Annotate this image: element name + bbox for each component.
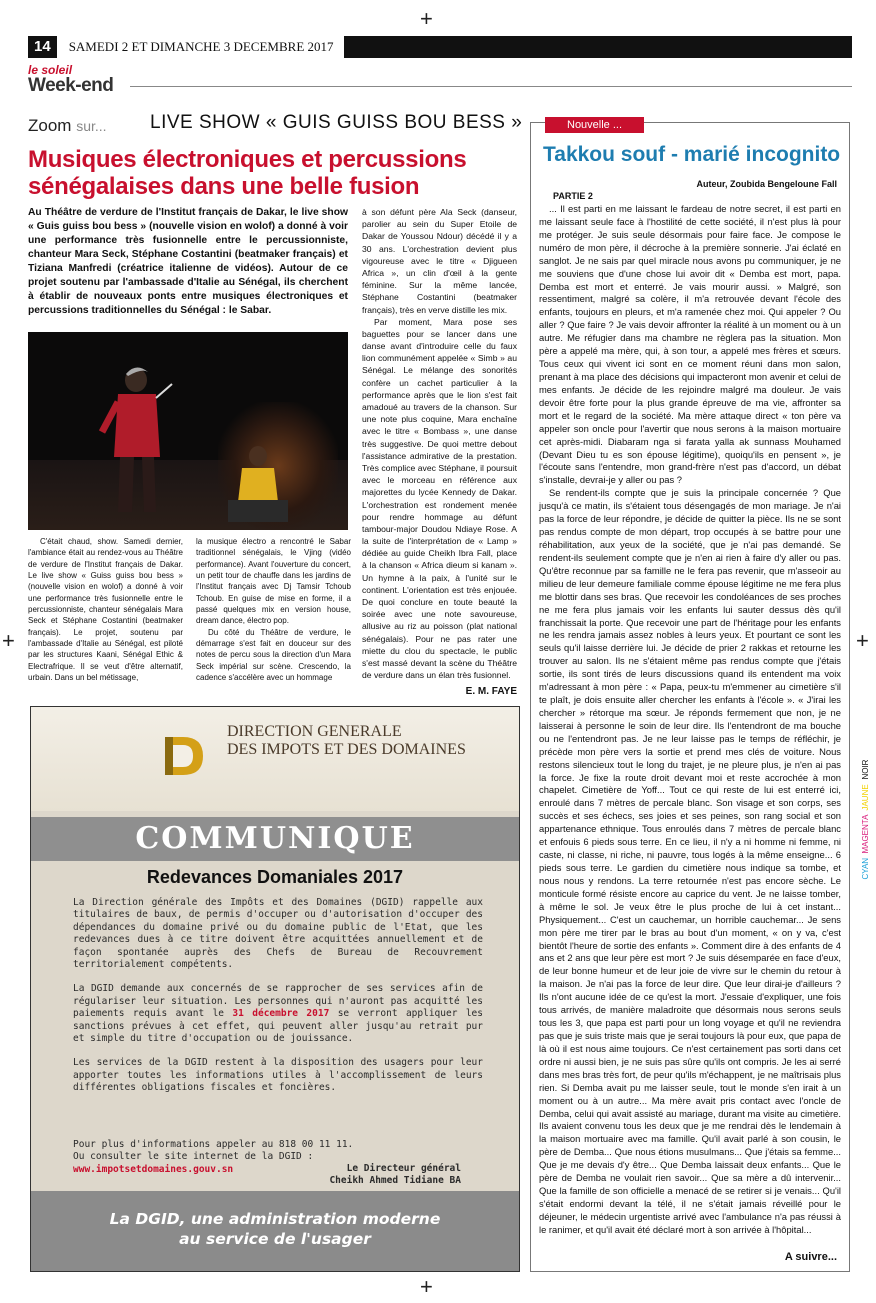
slogan-line2: au service de l'usager xyxy=(179,1230,371,1248)
color-magenta: MAGENTA xyxy=(861,814,870,854)
article-headline: Musiques électroniques et percussions sénégalaises dans une belle fusion xyxy=(28,146,467,200)
slogan-line1: La DGID, une administration moderne xyxy=(109,1210,441,1228)
section-kicker xyxy=(28,116,107,136)
page-number: 14 xyxy=(28,36,57,58)
ad-body xyxy=(73,897,483,1107)
concert-photo xyxy=(28,332,348,530)
article-paragraph: Du côté du Théâtre de verdure, le démarrage s'est fait en douceur sur des notes de percu sous la direction d'un Mara Seck impérial sur scène. Crescendo, la cadence s'accélère avec un hommage xyxy=(196,627,351,682)
ad-paragraph: La Direction générale des Impôts et des Domaines (DGID) rappelle aux titulaires de baux, de permis d'occuper ou d'autorisation d'occuper des dépendances du domaine privé ou du domaine public de l'Etat, que les redevances dues à ce titre doivent être acquittées annuellement et de façon spontanée auprès des Chefs de Bureau de Recouvrement territorialement compétents. xyxy=(73,897,483,971)
ad-website-label: Ou consulter le site internet de la DGID : xyxy=(73,1151,314,1163)
color-black: NOIR xyxy=(861,760,870,780)
newspaper-logo xyxy=(28,64,123,96)
registration-mark-bottom: + xyxy=(420,1274,433,1299)
ad-slogan xyxy=(31,1191,519,1271)
story-paragraph: Se rendent-ils compte que je suis la principale concernée ? Que jusqu'à ce matin, ils s'étaient tous désengagés de mon mariage. Je n'ai pas la force de leur répondre, je décide de quitter la pièce. Ils ne se sont pas rendus compte de mon départ, trop occupés à se battre pour une réhabilitation, aux yeux de la société, que je n'ai pas demandé. Se rendent-ils seulement compte que je n'en ai rien à faire d'y aller ou pas. Qu'être reconnue par sa famille ne le fera pas revenir, que m'asseoir au milieu de leur demeure familiale comme épouse légitime ne me fera plus me blottir dans ses bras. Que recevoir les condoléances de ses proches ne me fera plus jamais voir les enfants lui sauter dessus dès qu'il franchissait la porte. Que recevoir une part de l'héritage pour les enfants ne les rendra jamais assez nobles à leurs yeux. Et pourtant ce sont les seuls qu'il laisse derrière lui. Je décide de prier 2 rakkas et retourne les trouver au salon. Ils ne s'étaient même pas rendus compte que j'étais sortie, ils sont tirés de leurs discussions quand ils entendent ma voix m'adressant à mon père : « Papa, peux-tu m'emmener au cimetière s'il te plaît, je dois ensuite aller chercher les enfants à l'école ». « J'irai les chercher » rétorque ma sœur. Je réponds fermement que non, je ne laisserai à personne le soin de leur dire. Ils l'entendront de ma bouche ou ne l'entendront pas. Je ne leur laisse pas le temps de réfléchir, je précède mon père vers la sortie et prend mes clés de voiture. Nous restons silencieux tout le long du trajet, je ne pleure plus, je n'en ai pas la force. Je fixe la route droit devant moi et reste accrochée à mon chapelet. Cimetière de Yoff... Tout ce qui reste de lui est enterré ici, enroulé dans 7 mètres de percale blanc. Son visage et son corps, ses succès et ses échecs, ses joies et ses peines, son rang social et son appartenance ethnique. Tous enroulés dans 7 mètres de percale blanc et enfouis 6 pieds sous terre. En ce lieu, il n'y a ni homme ni femme, ni caste, ni classe, ni riche, ni pauvre, tous logés à la même enseigne... 6 pieds sous terre. Le gardien du cimetière nous indique sa tombe, et nous nous y rendons. La terre retournée n'est pas encore sèche. Le monticule formé résiste encore au caprice du vent. Je ne laisse tomber, à même le sol. Je veux être le plus proche de lui à cet instant... Physiquement... C'est un cauchemar, un horrible cauchemar... Je sens mon père me tirer par le bras au bout d'un moment, « on y va, c'est bientôt l'heure de sortie des enfants ». Comment dire à des enfants de 4 ans et 2 ans que leur père est mort ? Je suis désemparée en face d'eux, de leur bonne humeur et de leur joie de vivre sur le chemin du retour à la maison. Je n'ai pas la force de leur dire. Que leur dirai-je d'ailleurs ? Ils n'ont aucune idée de ce qu'est la mort. J'essaie d'expliquer, une fois tous arrivés, de manière maladroite que désormais nous serons seuls tous les 3, que papa est parti pour un long voyage et qu'il ne reviendra pas que je suis triste mais que je serai toujours là pour eux, que papa de là où il est nous aime toujours. Ce n'est certainement pas sorti dans cet ordre ni aussi bien, je ne suis pas sûre qu'ils ont compris. Je les ai serré dans mes bras très fort, de peur qu'ils m'échappent, je ne maîtrisais plus rien. Si Demba avait pu me laisser seule, tout le monde s'en irait à un moment ou à un autre... Ma mère avait pris contact avec l'oncle de Demba, celui qui avait assisté au mariage, durant ma visite au cimetière. Ils avaient convenu tous les deux que je me rendrai dès le lendemain à la maison mortuaire avec ma famille. Qu'il avait parlé à son cousin, le père de Demba... Que nous étions musulmans... Que j'étais sa femme... Que je me devais d'y être... Que Demba laissait deux enfants... Que le père de Demba ne voulait rien savoir... Que sa mère a dû intervenir... Que la famille de son officielle a menacé de se retirer si je venais... Qu'il s'était endormi devant la télé, il ne s'était jamais réveillé pour le déjeuner, le médecin urgentiste arrivé avec l'ambulance n'a pas réussi à le ranimer, et qu'il avait été déclaré mort à son arrivée à l'hôpital... xyxy=(539,487,841,1235)
dgid-name-line1: DIRECTION GENERALE xyxy=(227,723,402,740)
ad-signature xyxy=(271,1163,461,1188)
story-tag: Nouvelle ... xyxy=(545,117,644,133)
ad-text: La DGID demande aux concernés de se rapprocher de ses services afin de régulariser leur situation. Les personnes qui n'auront pas acquitté les paiements requis avant le xyxy=(73,983,483,1020)
ad-website-link[interactable]: www.impotsetdomaines.gouv.sn xyxy=(73,1163,234,1175)
kicker-sur: sur... xyxy=(76,118,107,134)
signatory-title: Le Directeur général xyxy=(346,1163,461,1174)
color-yellow: JAUNE xyxy=(861,784,870,811)
article-paragraph: la musique électro a rencontré le Sabar traditionnel sénégalais, le Vjing (vidéo performance). Avant l'ouverture du concert, un petit tour de chauffe dans les jardins de l'Institut français avec Dj Tamsir Tchoub Tchoub. En guise de mise en forme, il a passé quelques mix en version house, dream dance, électro pop. xyxy=(196,537,351,626)
issue-date: SAMEDI 2 ET DIMANCHE 3 DECEMBRE 2017 xyxy=(68,39,334,54)
logo-line2: Week-end xyxy=(28,75,114,96)
article-column-1 xyxy=(28,536,183,683)
article-paragraph: Par moment, Mara pose ses baguettes pour se lancer dans une danse avant d'introduire celle du faux lion communément appelée « Simb » au Sénégal. Le mélange des sonorités confère un cachet particulier à la performance après que le lion s'est fait amadoué au travers de la chanson. Sur une note plus coquine, Mara enchaîne avec le titre « Bombass », une danse très suggestive. De quoi mettre debout l'assistance admirative de la prestation. Très complice avec Stéphane, il poursuit avec le morceau en référence aux majorettes du lycée Kennedy de Dakar. L'orchestration est rondement menée pour rendre hommage au défunt tambour-major Doudou Ndiaye Rose. A la suite de l'interprétation de « Lamp » dédiée au guide Cheikh Ibra Fall, place à la chanson « Africa dieum si kanam ». Un hymne à la paix, à l'unité sur le continent. L'orientation est très enjouée. De quoi conclure en toute beauté la soirée avec une note savoureuse, allusive au riz au poisson (plat national sénégalais). Pour ne pas rater une miette du clou du spectacle, le public s'est massé devant la scène du Théâtre de verdure dans un élan très fusionnel. xyxy=(362,316,517,681)
story-title: Takkou souf - marié incognito xyxy=(543,143,841,166)
registration-mark-right: + xyxy=(856,628,869,653)
dgid-logo-icon xyxy=(161,733,207,779)
logo-line1: le soleil xyxy=(28,63,73,77)
beatmaker-figure xyxy=(228,442,288,522)
to-be-continued: A suivre... xyxy=(784,1251,837,1263)
header-bar xyxy=(344,36,852,58)
ad-subtitle: Redevances Domaniales 2017 xyxy=(146,867,404,887)
story-part: PARTIE 2 xyxy=(553,191,593,201)
dgid-advertisement xyxy=(30,706,520,1272)
article-byline: E. M. FAYE xyxy=(465,686,517,697)
kicker-zoom: Zoom xyxy=(28,116,72,135)
story-paragraph: ... Il est parti en me laissant le fardeau de notre secret, il est parti en me laissant seule face à l'hostilité de cette société, il n'est plus là pour me protéger. Je suis seule désormais pour faire face. Je compose le numéro de mon père, il décroche à la première sonnerie. J'ai éclaté en sanglot. Je ne sais par quel miracle nous avons pu communiquer, je ne me souviens que d'une chose lui avoir dit « Demba est mort, papa. Demba est mort et enterré. Je vais mourir aussi. » Malgré, son ressentiment, malgré sa colère, il m'a retrouvée devant l'école des enfants, toujours en pleurs, et m'a ramenée chez moi. Qui appeler ? Ou aller ? Que faire ? Je vais devoir affronter la réalité à un moment ou à un autre. Me réfugier dans ma chambre ne règlera pas la situation. Mon père a appelé ma mère, qui, à son tour, a appelé mes frères et sœurs. Tous ceux qui vivent ici sont en ce moment réuni dans mon salon, prenant à ma place des décisions qui impacteront mon avenir et celui de mes enfants. Je décide de les rejoindre malgré ma douleur. Je vais devoir être forte pour la plus grande épreuve de ma vie, affronter sa mort et le regard de la société. Ma mère attaque direct « ton père va appeler son oncle pour l'avertir que nous serons à la maison mortuaire cet après-midi. Diabaram nga si farata yalla ak sunnass Mouhamed (Devant Dieu tu es son épouse légitime), quoiqu'ils en pensent », je l'écoute sans l'entendre, mon grand-frère n'est pas d'accord, un débat s'installe, devrai-je y aller ou pas ? xyxy=(539,203,841,486)
article-paragraph: C'était chaud, show. Samedi dernier, l'ambiance était au rendez-vous au Théâtre de verdure de l'Institut français de Dakar. Le live show « Guiss guiss bou bess » (nouvelle vision en wolof) a donné à voir une performance très fusionnelle entre le percussionniste, chanteur sénégalais Mara Seck et Stéphane Costantini (beatmaker français). Le projet, soutenu par l'ambassade d'Italie au Sénégal, est piloté par les structures Kaani, Sénégal Ethic & Electrafrique. Il se veut d'être alternatif, urbain. Dans un bel métissage, xyxy=(28,537,183,682)
article-column-2 xyxy=(196,536,351,683)
story-text xyxy=(539,203,841,1237)
dgid-name xyxy=(227,723,466,759)
dgid-name-line2: DES IMPOTS ET DES DOMAINES xyxy=(227,741,466,758)
article-lead: Au Théâtre de verdure de l'Institut français de Dakar, le live show « Guis guiss bou bess » (nouvelle vision en wolof) a donné à voir une performance très fusionnelle entre le percussionniste, chanteur Mara Seck, Stéphane Costantini (beatmaker français) et Tiziana Manfredi (créatrice italienne de vidéos). Autour de ce projet soutenu par l'ambassade d'Italie au Sénégal, ils cherchent à établir de nouveaux ponts entre musiques électroniques et percussions traditionnelles du Sénégal : le Sabar. xyxy=(28,207,348,317)
serial-story-box xyxy=(530,119,850,1272)
page-header xyxy=(28,36,852,58)
color-bar xyxy=(861,760,870,880)
ad-paragraph: Les services de la DGID restent à la disposition des usagers pour leur apporter toutes les informations utiles à l'accomplissement de leurs différentes obligations fiscales et foncières. xyxy=(73,1057,483,1094)
color-cyan: CYAN xyxy=(861,857,870,880)
logo-divider xyxy=(130,86,852,87)
ad-banner: COMMUNIQUE xyxy=(31,817,519,861)
section-title: LIVE SHOW « GUIS GUISS BOU BESS » xyxy=(150,112,523,133)
registration-mark-top: + xyxy=(420,6,433,31)
story-author: Auteur, Zoubida Bengeloune Fall xyxy=(696,179,837,189)
deadline-date: 31 décembre 2017 xyxy=(232,1008,330,1020)
ad-phone: Pour plus d'informations appeler au 818 00 11 11. xyxy=(73,1139,354,1150)
article-paragraph: à son défunt père Ala Seck (danseur, parolier au sein du Super Etoile de Dakar de Youssou Ndour) décédé il y a 30 ans. L'orchestration devient plus vigoureuse avec le titre « Djigueen Africa », un clin d'œil à la gente féminine. Sur la même lancée, Stéphane Costantini (beatmaker français), très en verve distille les mix. xyxy=(362,207,517,315)
percussionist-figure xyxy=(98,362,173,512)
ad-paragraph xyxy=(73,983,483,1045)
ad-text: se verront appliquer les sanctions prévues à cet effet, qui peuvent aller jusqu'au retrait pur et simple du titre d'occupation ou de jouissance. xyxy=(73,1008,483,1045)
signatory-name: Cheikh Ahmed Tidiane BA xyxy=(329,1175,461,1187)
article-column-3 xyxy=(362,206,517,681)
registration-mark-left: + xyxy=(2,628,15,653)
